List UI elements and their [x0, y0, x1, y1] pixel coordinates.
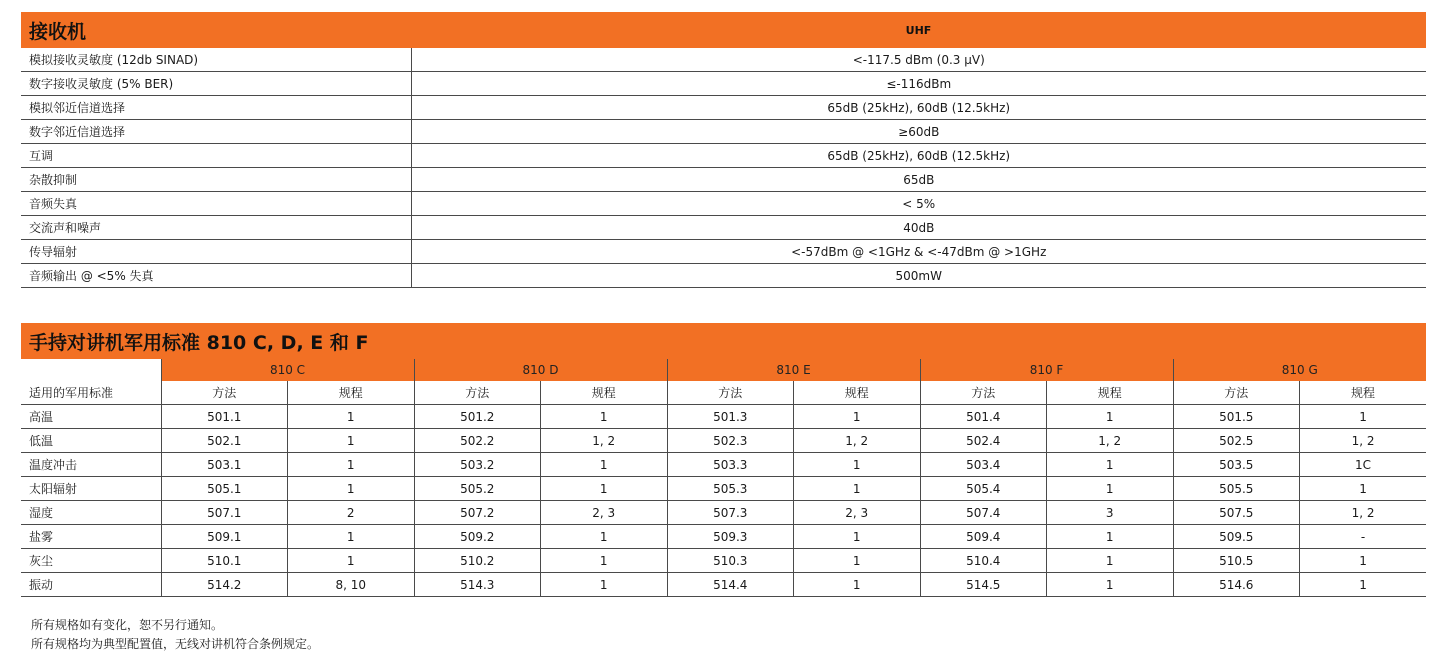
- procedure-value: 1: [1300, 549, 1427, 573]
- method-value: 507.2: [414, 501, 541, 525]
- procedure-value: 1: [541, 405, 668, 429]
- test-label: 湿度: [21, 501, 161, 525]
- mil-header-row: [21, 323, 1426, 359]
- method-value: 509.5: [1173, 525, 1300, 549]
- method-value: 510.4: [920, 549, 1047, 573]
- spec-value: 65dB (25kHz), 60dB (12.5kHz): [411, 96, 1426, 120]
- spec-value: 40dB: [411, 216, 1426, 240]
- procedure-value: 8, 10: [288, 573, 415, 597]
- spec-value: <-117.5 dBm (0.3 µV): [411, 48, 1426, 72]
- mil-test-row: [21, 501, 1426, 525]
- method-value: 505.2: [414, 477, 541, 501]
- method-value: 514.2: [161, 573, 288, 597]
- procedure-value: 1: [1300, 405, 1427, 429]
- method-value: 502.1: [161, 429, 288, 453]
- method-value: 507.5: [1173, 501, 1300, 525]
- procedure-value: 1: [1047, 477, 1174, 501]
- procedure-value: 1, 2: [1300, 501, 1427, 525]
- standard-label: 810 C: [161, 359, 414, 381]
- standard-label: 810 G: [1173, 359, 1426, 381]
- spec-label: 音频失真: [21, 192, 411, 216]
- procedure-value: 1: [541, 573, 668, 597]
- receiver-spec-row: [21, 120, 1426, 144]
- procedure-value: 1: [794, 405, 921, 429]
- standard-label: 810 F: [920, 359, 1173, 381]
- standards-row: [21, 359, 1426, 381]
- method-value: 505.5: [1173, 477, 1300, 501]
- method-value: 509.1: [161, 525, 288, 549]
- test-label: 温度冲击: [21, 453, 161, 477]
- method-value: 501.3: [667, 405, 794, 429]
- method-value: 514.4: [667, 573, 794, 597]
- method-value: 514.5: [920, 573, 1047, 597]
- procedure-value: 1: [541, 525, 668, 549]
- procedure-value: 1: [794, 525, 921, 549]
- method-value: 503.1: [161, 453, 288, 477]
- procedure-value: 1: [288, 549, 415, 573]
- method-value: 502.2: [414, 429, 541, 453]
- method-value: 510.1: [161, 549, 288, 573]
- method-value: 502.3: [667, 429, 794, 453]
- standard-label: 810 E: [667, 359, 920, 381]
- method-value: 501.5: [1173, 405, 1300, 429]
- method-value: 509.3: [667, 525, 794, 549]
- test-label: 灰尘: [21, 549, 161, 573]
- receiver-spec-row: [21, 144, 1426, 168]
- procedure-header: 规程: [1047, 381, 1174, 405]
- procedure-header: 规程: [794, 381, 921, 405]
- method-value: 507.4: [920, 501, 1047, 525]
- mil-std-table: [21, 323, 1426, 597]
- procedure-value: 1: [1300, 573, 1427, 597]
- spec-value: 500mW: [411, 264, 1426, 288]
- footnotes: [31, 616, 319, 654]
- method-header: 方法: [161, 381, 288, 405]
- receiver-header-row: [21, 12, 1426, 48]
- procedure-value: 1: [288, 429, 415, 453]
- spec-label: 模拟邻近信道选择: [21, 96, 411, 120]
- procedure-value: 2: [288, 501, 415, 525]
- method-value: 501.1: [161, 405, 288, 429]
- footnote: 所有规格均为典型配置值，无线对讲机符合条例规定。: [31, 637, 320, 651]
- method-value: 503.4: [920, 453, 1047, 477]
- procedure-value: 1: [794, 477, 921, 501]
- procedure-value: 1, 2: [541, 429, 668, 453]
- procedure-header: 规程: [541, 381, 668, 405]
- method-value: 510.2: [414, 549, 541, 573]
- mil-test-row: [21, 573, 1426, 597]
- test-label: 振动: [21, 573, 161, 597]
- procedure-value: 1, 2: [794, 429, 921, 453]
- spec-value: < 5%: [411, 192, 1426, 216]
- mil-test-row: [21, 549, 1426, 573]
- procedure-header: 规程: [1300, 381, 1427, 405]
- procedure-value: 1: [794, 453, 921, 477]
- procedure-value: 3: [1047, 501, 1174, 525]
- procedure-value: 1: [794, 549, 921, 573]
- method-value: 505.4: [920, 477, 1047, 501]
- method-header: 方法: [414, 381, 541, 405]
- receiver-title: 接收机: [29, 20, 87, 43]
- procedure-value: 1: [1047, 453, 1174, 477]
- footnote: 所有规格如有变化，恕不另行通知。: [31, 618, 224, 632]
- test-label: 太阳辐射: [21, 477, 161, 501]
- spec-value: ≤-116dBm: [411, 72, 1426, 96]
- procedure-value: 1, 2: [1300, 429, 1427, 453]
- method-value: 507.3: [667, 501, 794, 525]
- standard-label: 810 D: [414, 359, 667, 381]
- procedure-value: 1: [288, 525, 415, 549]
- method-value: 507.1: [161, 501, 288, 525]
- mil-test-row: [21, 429, 1426, 453]
- spec-label: 模拟接收灵敏度 (12db SINAD): [21, 48, 411, 72]
- procedure-header: 规程: [288, 381, 415, 405]
- standards-row-spacer: [21, 359, 161, 381]
- method-value: 501.2: [414, 405, 541, 429]
- receiver-spec-row: [21, 72, 1426, 96]
- procedure-value: 1: [1047, 405, 1174, 429]
- procedure-value: 2, 3: [794, 501, 921, 525]
- method-value: 514.3: [414, 573, 541, 597]
- spec-label: 数字邻近信道选择: [21, 120, 411, 144]
- spec-label: 杂散抑制: [21, 168, 411, 192]
- receiver-spec-row: [21, 48, 1426, 72]
- receiver-spec-row: [21, 168, 1426, 192]
- method-header: 方法: [667, 381, 794, 405]
- test-label: 低温: [21, 429, 161, 453]
- method-header: 方法: [920, 381, 1047, 405]
- method-value: 503.2: [414, 453, 541, 477]
- procedure-value: 1: [288, 477, 415, 501]
- procedure-value: 2, 3: [541, 501, 668, 525]
- mil-test-row: [21, 453, 1426, 477]
- method-value: 502.5: [1173, 429, 1300, 453]
- row-header-label: 适用的军用标准: [21, 381, 161, 405]
- band-label: UHF: [905, 23, 932, 37]
- method-value: 509.2: [414, 525, 541, 549]
- method-value: 510.5: [1173, 549, 1300, 573]
- method-value: 505.3: [667, 477, 794, 501]
- procedure-value: 1: [288, 405, 415, 429]
- method-value: 503.3: [667, 453, 794, 477]
- method-value: 501.4: [920, 405, 1047, 429]
- spec-label: 互调: [21, 144, 411, 168]
- mil-title: 手持对讲机军用标准 810 C, D, E 和 F: [29, 331, 369, 354]
- mil-test-row: [21, 477, 1426, 501]
- procedure-value: 1C: [1300, 453, 1427, 477]
- receiver-spec-row: [21, 192, 1426, 216]
- procedure-value: 1, 2: [1047, 429, 1174, 453]
- subheader-row: [21, 381, 1426, 405]
- procedure-value: 1: [1047, 549, 1174, 573]
- spec-value: ≥60dB: [411, 120, 1426, 144]
- method-header: 方法: [1173, 381, 1300, 405]
- receiver-spec-table: [21, 12, 1426, 288]
- procedure-value: 1: [541, 477, 668, 501]
- receiver-spec-row: [21, 96, 1426, 120]
- spec-label: 数字接收灵敏度 (5% BER): [21, 72, 411, 96]
- method-value: 503.5: [1173, 453, 1300, 477]
- procedure-value: 1: [794, 573, 921, 597]
- receiver-spec-row: [21, 240, 1426, 264]
- procedure-value: 1: [1300, 477, 1427, 501]
- spec-value: 65dB (25kHz), 60dB (12.5kHz): [411, 144, 1426, 168]
- test-label: 盐雾: [21, 525, 161, 549]
- method-value: 509.4: [920, 525, 1047, 549]
- test-label: 高温: [21, 405, 161, 429]
- method-value: 505.1: [161, 477, 288, 501]
- procedure-value: 1: [541, 453, 668, 477]
- procedure-value: 1: [1047, 525, 1174, 549]
- procedure-value: -: [1300, 525, 1427, 549]
- mil-test-row: [21, 405, 1426, 429]
- procedure-value: 1: [541, 549, 668, 573]
- method-value: 502.4: [920, 429, 1047, 453]
- receiver-spec-row: [21, 216, 1426, 240]
- spec-label: 交流声和噪声: [21, 216, 411, 240]
- spec-label: 传导辐射: [21, 240, 411, 264]
- spec-value: <-57dBm @ <1GHz & <-47dBm @ >1GHz: [411, 240, 1426, 264]
- receiver-spec-row: [21, 264, 1426, 288]
- spec-label: 音频输出 @ <5% 失真: [21, 264, 411, 288]
- spec-value: 65dB: [411, 168, 1426, 192]
- method-value: 510.3: [667, 549, 794, 573]
- procedure-value: 1: [1047, 573, 1174, 597]
- mil-test-row: [21, 525, 1426, 549]
- procedure-value: 1: [288, 453, 415, 477]
- method-value: 514.6: [1173, 573, 1300, 597]
